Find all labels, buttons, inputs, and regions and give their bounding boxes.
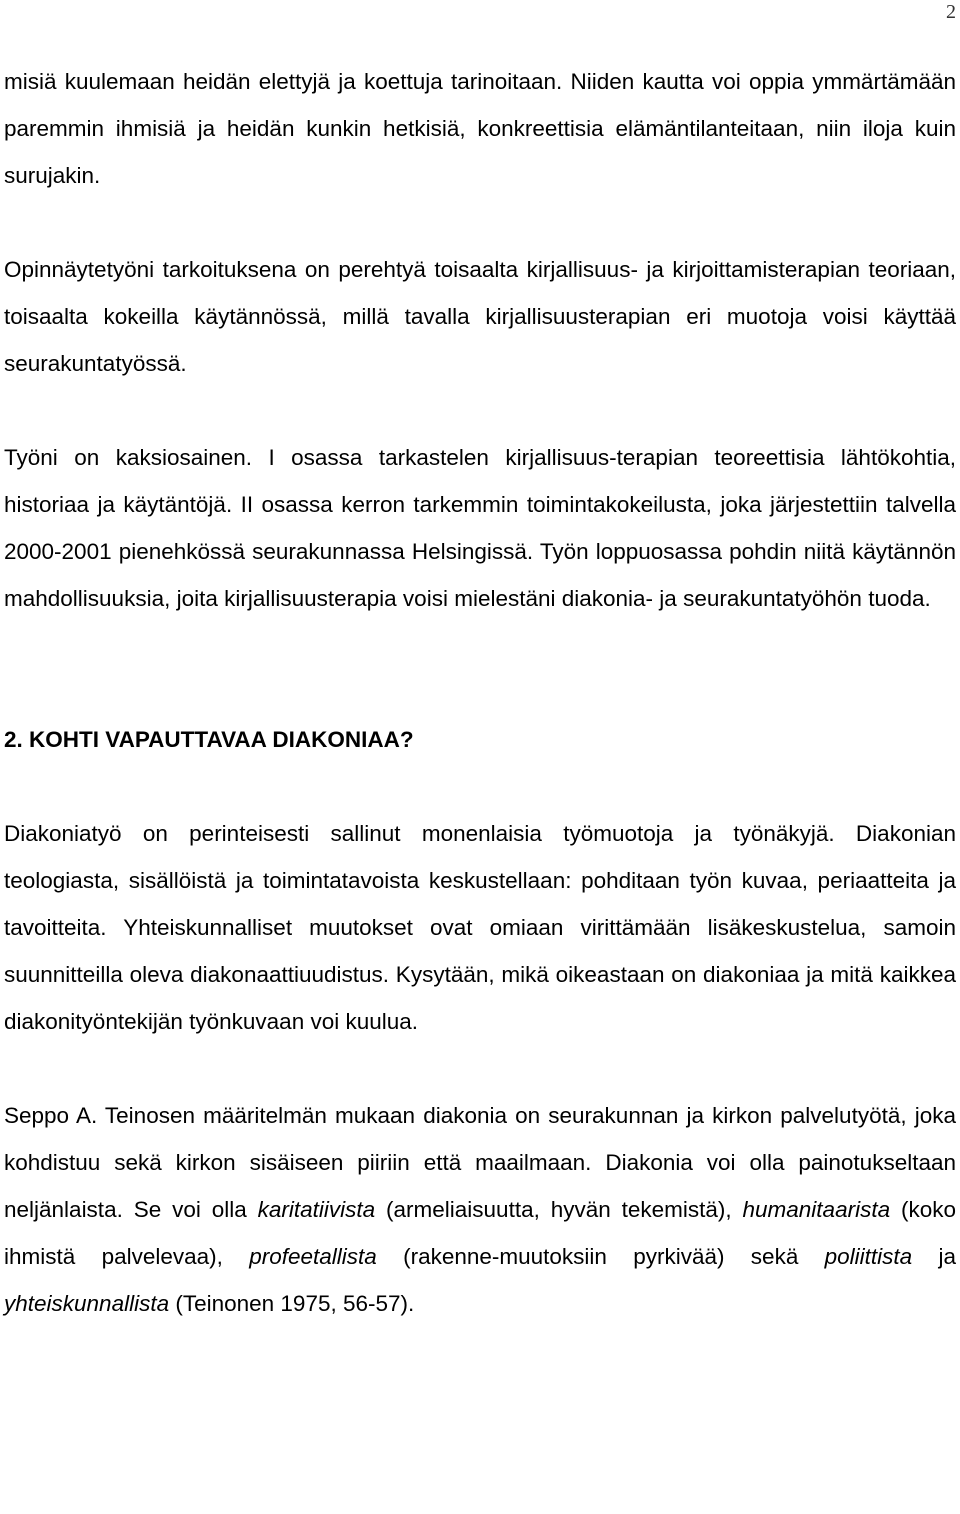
text-segment: (armeliaisuutta, hyvän tekemistä), (375, 1197, 743, 1222)
text-segment: ja (912, 1244, 957, 1269)
paragraph-diakonia-work: Diakoniatyö on perinteisesti sallinut monenlaisia työmuotoja ja työnäkyjä. Diakonian teologiasta, sisällöistä ja toimintatavoista keskustellaan: pohditaan työn kuvaa, periaatteita ja tavoitteita. Yhteiskunnalliset muutokset ovat omiaan virittämään lisäkeskustelua, samoin suunnitteilla oleva diakonaattiuudistus. Kysytään, mikä oikeastaan on diakoniaa ja mitä kaikkea diakonityöntekijän työnkuvaan voi kuulua. (4, 821, 956, 1034)
paragraph-thesis-structure: Työni on kaksiosainen. I osassa tarkastelen kirjallisuus-terapian teoreettisia lähtökohtia, historiaa ja käytäntöjä. II osassa kerron tarkemmin toimintakokeilusta, joka järjestettiin talvella 2000-2001 pienehkössä seurakunnassa Helsingissä. Työn loppuosassa pohdin niitä käytännön mahdollisuuksia, joita kirjallisuusterapia voisi mielestäni diakonia- ja seurakuntatyöhön tuoda. (4, 445, 956, 611)
page-number: 2 (946, 1, 956, 23)
paragraph-intro-continuation: misiä kuulemaan heidän elettyjä ja koettuja tarinoitaan. Niiden kautta voi oppia ymmärtämään paremmin ihmisiä ja heidän kunkin hetkisiä, konkreettisia elämäntilanteitaan, niin iloja kuin surujakin. (4, 69, 956, 188)
italic-term-humanitaarista: humanitaarista (742, 1197, 891, 1222)
italic-term-poliittista: poliittista (824, 1244, 913, 1269)
document-body (4, 58, 956, 1327)
text-segment: (rakenne-muutoksiin pyrkivää) sekä (376, 1244, 825, 1269)
text-segment: Seppo A. Teinosen määritelmän mukaan diakonia on seurakunnan ja kirkon palvelutyötä, joka kohdistuu sekä kirkon sisäiseen piiriin että maailmaan. Diakonia voi olla painotukseltaan neljänlaista. Se voi olla (4, 1103, 956, 1222)
italic-term-profeetallista: profeetallista (249, 1244, 377, 1269)
text-segment: (koko ihmistä palvelevaa), (4, 1197, 956, 1269)
section-heading: 2. KOHTI VAPAUTTAVAA DIAKONIAA? (4, 727, 414, 752)
italic-term-karitatiivista: karitatiivista (257, 1197, 376, 1222)
italic-term-yhteiskunnallista: yhteiskunnallista (4, 1291, 170, 1316)
text-segment: (Teinonen 1975, 56-57). (169, 1291, 415, 1316)
paragraph-thesis-purpose: Opinnäytetyöni tarkoituksena on perehtyä toisaalta kirjallisuus- ja kirjoittamisterapian teoriaan, toisaalta kokeilla käytännössä, millä tavalla kirjallisuusterapian eri muotoja voisi käyttää seurakuntatyössä. (4, 257, 956, 376)
paragraph-teinonen-definition (4, 1092, 956, 1327)
